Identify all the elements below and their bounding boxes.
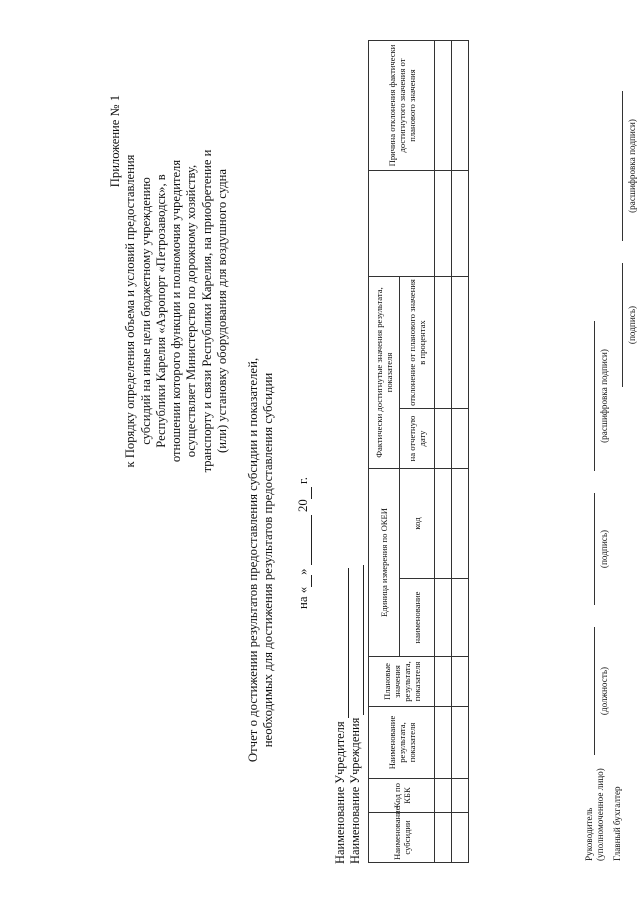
institution-field[interactable] [348, 565, 364, 715]
date-mid: » [296, 568, 310, 575]
accountant-label: Главный бухгалтер [612, 786, 622, 861]
head-position-line[interactable] [594, 627, 595, 755]
col-unit-name: наименование [400, 579, 435, 657]
table-cell[interactable] [435, 277, 452, 409]
accountant-decode-line[interactable] [622, 91, 623, 241]
accountant-signature-caption: (подпись) [627, 305, 637, 345]
col-reason: Причина отклонения фактически достигнутого значения от планового значения [369, 41, 435, 171]
table-cell[interactable] [452, 779, 469, 813]
appendix-line-5: осуществляет Министерство по дорожному хозяйству, [184, 164, 199, 458]
head-decode-line[interactable] [594, 321, 595, 471]
date-month-field[interactable] [296, 515, 312, 565]
table-cell[interactable] [435, 813, 452, 863]
table-cell[interactable] [435, 707, 452, 779]
col-result-name: Наименование результата, показателя [369, 707, 435, 779]
table-row [452, 41, 469, 863]
table-cell[interactable] [452, 813, 469, 863]
table-cell[interactable] [435, 469, 452, 579]
institution-row [348, 565, 364, 864]
head-position-caption: (должность) [599, 666, 609, 716]
report-table [368, 40, 469, 863]
table-row [435, 41, 452, 863]
head-signature-caption: (подпись) [599, 529, 609, 569]
head-signature-line[interactable] [594, 493, 595, 605]
accountant-decode-caption: (расшифровка подписи) [627, 119, 637, 213]
founder-label: Наименование Учредителя [333, 721, 347, 864]
appendix-line-1: к Порядку определения объема и условий предоставления [123, 154, 138, 468]
appendix-line-2: субсидий на иные цели бюджетному учреждению [138, 177, 153, 445]
report-title-line-2: необходимых для достижения результатов предоставления субсидии [261, 372, 275, 748]
table-cell[interactable] [452, 707, 469, 779]
col-actual-date: на отчетную дату [400, 409, 435, 469]
head-label-line-1: Руководитель [584, 807, 594, 861]
col-unit-group: Единица измерения по ОКЕИ [369, 469, 400, 657]
table-cell[interactable] [435, 779, 452, 813]
col-planned: Плановые значения результата, показателя [369, 657, 435, 707]
table-cell[interactable] [435, 409, 452, 469]
date-prefix: на « [296, 586, 310, 609]
date-year-prefix: 20 [296, 499, 310, 513]
table-cell[interactable] [435, 657, 452, 707]
table-cell[interactable] [435, 171, 452, 277]
col-kbk: Код по КБК [369, 779, 435, 813]
table-cell[interactable] [452, 41, 469, 171]
head-label-line-2: (уполномоченное лицо) [595, 768, 605, 861]
table-cell[interactable] [452, 469, 469, 579]
appendix-line-7: (или) установку оборудования для воздушного судна [215, 169, 230, 453]
table-cell[interactable] [435, 41, 452, 171]
col-actual-group: Фактически достигнутые значения результата, показателя [369, 277, 400, 469]
report-date [296, 477, 312, 609]
col-subsidy: Наименование субсидии [369, 813, 435, 863]
appendix-line-4: отношении которого функции и полномочия учредителя [169, 159, 184, 463]
col-empty [369, 171, 435, 277]
appendix-line-3: Республики Карелия «Аэропорт «Петрозаводск», в [153, 174, 168, 448]
table-cell[interactable] [452, 657, 469, 707]
table-cell[interactable] [452, 409, 469, 469]
table-cell[interactable] [452, 171, 469, 277]
founder-row [333, 568, 349, 864]
table-cell[interactable] [452, 579, 469, 657]
table-cell[interactable] [452, 277, 469, 409]
col-actual-pct: отклонение от планового значения в процентах [400, 277, 435, 409]
head-decode-caption: (расшифровка подписи) [599, 349, 609, 443]
appendix-block [108, 95, 230, 527]
institution-label: Наименование Учреждения [348, 717, 362, 864]
date-year-field[interactable] [296, 487, 312, 499]
table-cell[interactable] [435, 579, 452, 657]
col-unit-code: код [400, 469, 435, 579]
report-title-line-1: Отчет о достижении результатов предоставления субсидии и показателей, [246, 357, 260, 763]
founder-field[interactable] [333, 568, 349, 718]
date-suffix: г. [296, 477, 310, 485]
accountant-signature-line[interactable] [622, 263, 623, 387]
date-day-field[interactable] [296, 575, 312, 587]
head-label [584, 768, 606, 861]
report-title [246, 305, 276, 815]
appendix-number: Приложение № 1 [108, 95, 122, 188]
appendix-line-6: транспорту и связи Республики Карелия, на приобретение и [199, 149, 214, 473]
